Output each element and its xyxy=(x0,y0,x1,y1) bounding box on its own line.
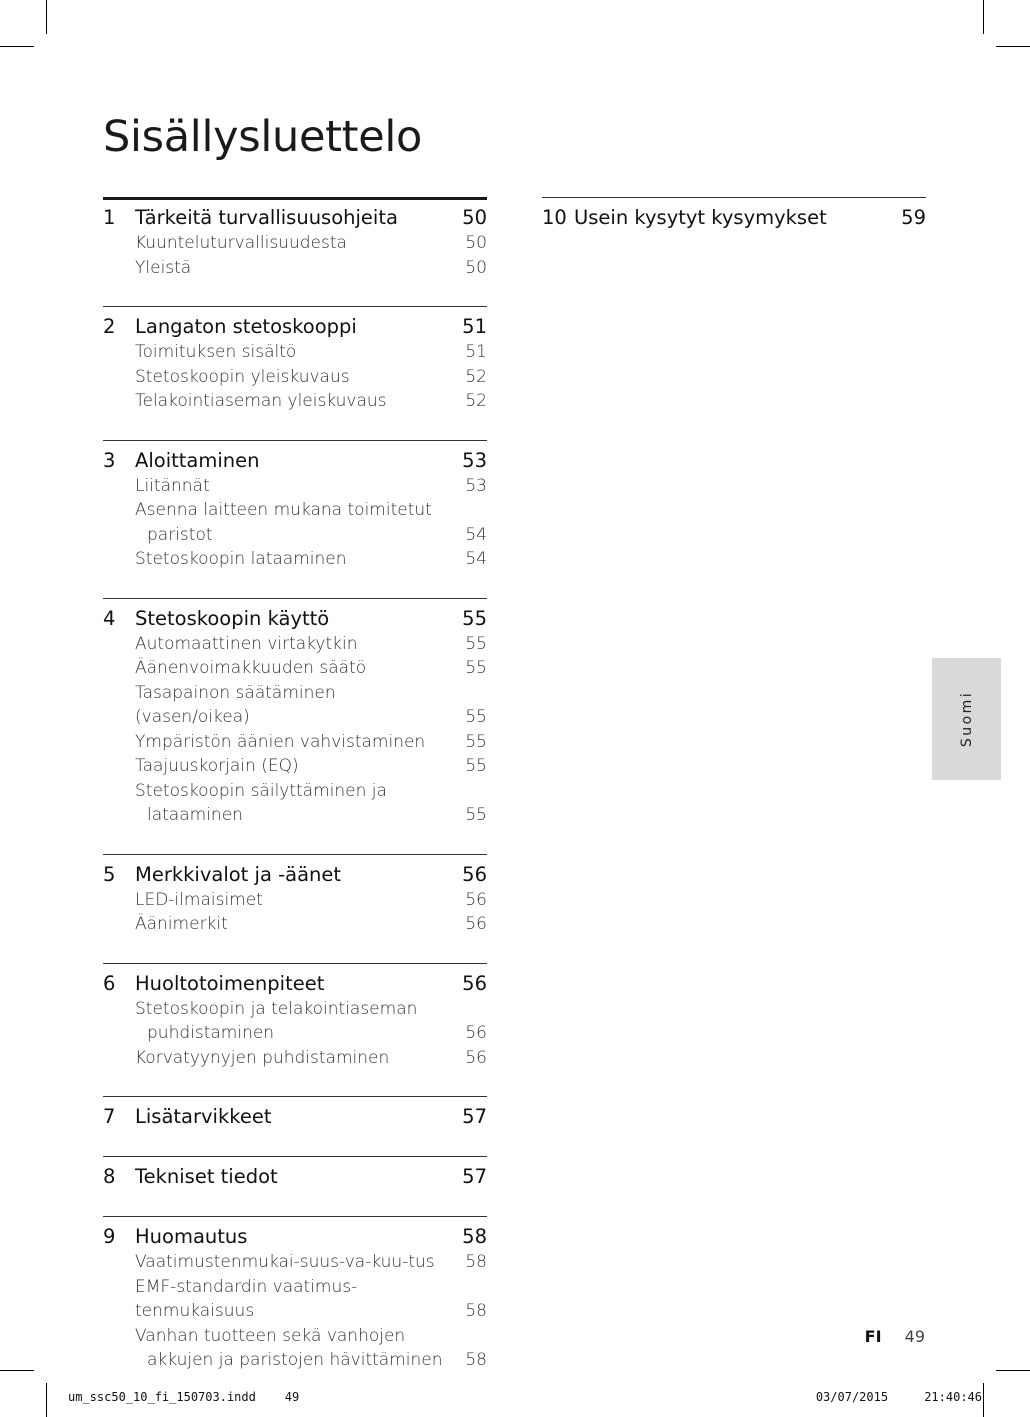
toc-chapter xyxy=(103,1104,487,1130)
crop-mark xyxy=(46,1383,47,1417)
toc-section xyxy=(542,197,926,257)
slug-datetime xyxy=(816,1390,982,1404)
toc-chapter xyxy=(542,205,926,231)
slug-filename: um_ssc50_10_fi_150703.indd xyxy=(68,1390,256,1404)
toc-section xyxy=(103,854,487,963)
entry-label-text: Telakointiaseman yleiskuvaus xyxy=(135,391,387,411)
toc-chapter xyxy=(103,971,487,997)
toc-entry xyxy=(103,656,487,681)
toc-entry xyxy=(103,1275,487,1324)
entry-label xyxy=(135,779,447,828)
toc-section xyxy=(103,1156,487,1216)
entry-label-text: EMF-standardin vaatimus-tenmukaisuus xyxy=(135,1276,358,1321)
entry-label-continuation: akkujen ja paristojen hävittäminen xyxy=(147,1350,443,1370)
entry-label xyxy=(135,1046,447,1071)
toc-entry xyxy=(103,474,487,499)
entry-label-text: Kuunteluturvallisuudesta xyxy=(135,233,347,253)
toc-entry xyxy=(103,632,487,657)
entry-label xyxy=(135,632,447,657)
entry-page: 52 xyxy=(465,391,487,411)
entry-label xyxy=(135,997,447,1046)
toc-entry xyxy=(103,754,487,779)
entry-page: 54 xyxy=(465,524,487,545)
entry-label xyxy=(135,730,447,755)
entry-page: 50 xyxy=(465,257,487,278)
entry-label xyxy=(135,231,447,256)
entry-label xyxy=(135,1250,447,1275)
chapter-page: 50 xyxy=(462,206,487,229)
toc-chapter xyxy=(103,862,487,888)
toc-section xyxy=(103,306,487,440)
toc-entry xyxy=(103,912,487,937)
entry-page: 55 xyxy=(465,658,487,678)
entry-label xyxy=(135,681,447,730)
entry-label-text: Stetoskoopin ja telakointiaseman xyxy=(135,998,418,1019)
toc-entry xyxy=(103,1250,487,1275)
entry-label-text: Yleistä xyxy=(135,257,192,278)
entry-label-text: Vanhan tuotteen sekä vanhojen xyxy=(135,1325,406,1346)
toc-section xyxy=(103,197,487,306)
entry-page: 56 xyxy=(465,1047,487,1068)
entry-label-text: LED-ilmaisimet xyxy=(135,889,263,910)
toc-entry xyxy=(103,997,487,1046)
toc-section xyxy=(103,440,487,598)
chapter-title: Aloittaminen xyxy=(135,448,260,472)
footer-language: FI xyxy=(864,1327,882,1346)
toc-right-column xyxy=(542,197,926,257)
entry-label xyxy=(135,474,447,499)
entry-label xyxy=(135,656,447,681)
entry-label-text: Automaattinen virtakytkin xyxy=(135,633,358,654)
entry-label-text: Vaatimustenmukai-suus-va-kuu-tus xyxy=(135,1252,435,1272)
toc-entry xyxy=(103,498,487,547)
entry-label xyxy=(135,256,447,281)
entry-page: 55 xyxy=(465,731,487,752)
chapter-page: 56 xyxy=(462,862,487,886)
toc-chapter xyxy=(103,448,487,474)
chapter-page: 53 xyxy=(462,448,487,472)
footer-page-number: 49 xyxy=(904,1327,925,1346)
chapter-title: Lisätarvikkeet xyxy=(135,1105,272,1128)
entry-page: 55 xyxy=(465,805,487,825)
crop-mark xyxy=(983,0,984,34)
slug-date: 03/07/2015 xyxy=(815,1390,889,1404)
entry-label xyxy=(135,365,447,390)
chapter-number: 5 xyxy=(103,862,116,886)
crop-mark xyxy=(46,0,47,34)
entry-page: 53 xyxy=(465,475,487,496)
language-tab-label: Suomi xyxy=(958,690,975,748)
entry-label xyxy=(135,1275,447,1324)
entry-page: 54 xyxy=(465,549,487,569)
chapter-number: 10 xyxy=(542,206,567,229)
crop-mark xyxy=(983,1383,984,1417)
language-tab xyxy=(932,658,1001,780)
entry-label-text: Liitännät xyxy=(135,475,210,496)
toc-entry xyxy=(103,779,487,828)
toc-chapter xyxy=(103,205,487,231)
entry-page: 56 xyxy=(465,1023,487,1043)
entry-label-text: Äänimerkit xyxy=(135,914,228,934)
slug-page: 49 xyxy=(284,1390,300,1404)
entry-label-text: Taajuuskorjain (EQ) xyxy=(135,756,299,776)
chapter-title: Merkkivalot ja -äänet xyxy=(135,862,342,886)
toc-entry xyxy=(103,547,487,572)
chapter-page: 51 xyxy=(462,315,487,338)
chapter-title: Tärkeitä turvallisuusohjeita xyxy=(135,206,398,229)
crop-mark xyxy=(0,46,34,47)
entry-label-text: Tasapainon säätäminen (vasen/oikea) xyxy=(135,682,336,727)
chapter-number: 4 xyxy=(103,606,116,630)
entry-page: 50 xyxy=(465,233,487,253)
entry-label xyxy=(135,498,447,547)
entry-label-text: Äänenvoimakkuuden säätö xyxy=(135,658,367,678)
slug-file xyxy=(68,1390,299,1404)
entry-label-text: Stetoskoopin säilyttäminen ja xyxy=(135,780,387,801)
chapter-page: 56 xyxy=(462,971,487,995)
entry-label-continuation: puhdistaminen xyxy=(147,1023,275,1043)
entry-page: 55 xyxy=(465,707,487,727)
chapter-number: 7 xyxy=(103,1105,116,1128)
chapter-number: 6 xyxy=(103,971,116,995)
entry-label-continuation: paristot xyxy=(147,524,213,545)
crop-mark xyxy=(996,46,1030,47)
entry-label xyxy=(135,389,447,414)
toc-entry xyxy=(103,389,487,414)
page-footer xyxy=(865,1327,925,1346)
chapter-number: 8 xyxy=(103,1165,116,1188)
toc-entry xyxy=(103,888,487,913)
toc-entry xyxy=(103,681,487,730)
chapter-page: 59 xyxy=(901,206,926,229)
page-title: Sisällysluettelo xyxy=(103,112,423,162)
toc-section xyxy=(103,1096,487,1156)
chapter-page: 57 xyxy=(462,1105,487,1128)
toc-entry xyxy=(103,231,487,256)
entry-label-text: Stetoskoopin lataaminen xyxy=(135,549,347,569)
entry-page: 58 xyxy=(465,1350,487,1370)
chapter-title: Huomautus xyxy=(135,1225,248,1248)
entry-label-text: Korvatyynyjen puhdistaminen xyxy=(135,1047,390,1068)
entry-label-text: Ympäristön äänien vahvistaminen xyxy=(135,731,426,752)
toc-entry xyxy=(103,256,487,281)
toc-entry xyxy=(103,1324,487,1373)
toc-entry xyxy=(103,730,487,755)
chapter-title: Stetoskoopin käyttö xyxy=(135,606,330,630)
entry-label xyxy=(135,1324,447,1373)
entry-page: 52 xyxy=(465,366,487,387)
entry-page: 56 xyxy=(465,914,487,934)
entry-label xyxy=(135,547,447,572)
toc-left-column xyxy=(103,197,487,1399)
entry-label-continuation: lataaminen xyxy=(147,805,243,825)
toc-chapter xyxy=(103,1164,487,1190)
chapter-title: Tekniset tiedot xyxy=(135,1165,278,1188)
entry-page: 55 xyxy=(465,633,487,654)
entry-page: 56 xyxy=(465,889,487,910)
toc-chapter xyxy=(103,606,487,632)
chapter-title: Huoltotoimenpiteet xyxy=(135,971,325,995)
chapter-page: 55 xyxy=(462,606,487,630)
chapter-number: 2 xyxy=(103,315,116,338)
slug-time: 21:40:46 xyxy=(924,1390,982,1404)
toc-section xyxy=(103,1216,487,1399)
entry-label xyxy=(135,340,447,365)
chapter-page: 57 xyxy=(462,1165,487,1188)
entry-label-text: Stetoskoopin yleiskuvaus xyxy=(135,366,350,387)
toc-section xyxy=(103,598,487,854)
chapter-title: Langaton stetoskooppi xyxy=(135,315,357,338)
chapter-number: 1 xyxy=(103,206,116,229)
toc-chapter xyxy=(103,314,487,340)
chapter-number: 3 xyxy=(103,448,116,472)
chapter-number: 9 xyxy=(103,1225,116,1248)
entry-page: 58 xyxy=(465,1252,487,1272)
toc-chapter xyxy=(103,1224,487,1250)
entry-label-text: Toimituksen sisältö xyxy=(135,342,297,362)
entry-label-text: Asenna laitteen mukana toimitetut xyxy=(135,500,432,520)
toc-entry xyxy=(103,365,487,390)
toc-section xyxy=(103,963,487,1097)
crop-mark xyxy=(0,1370,34,1371)
entry-label xyxy=(135,888,447,913)
entry-page: 55 xyxy=(465,756,487,776)
toc-entry xyxy=(103,1046,487,1071)
chapter-page: 58 xyxy=(462,1225,487,1248)
chapter-title: Usein kysytyt kysymykset xyxy=(574,206,827,229)
toc-entry xyxy=(103,340,487,365)
entry-page: 51 xyxy=(465,342,487,362)
entry-label xyxy=(135,912,447,937)
crop-mark xyxy=(996,1370,1030,1371)
entry-label xyxy=(135,754,447,779)
entry-page: 58 xyxy=(465,1301,487,1321)
